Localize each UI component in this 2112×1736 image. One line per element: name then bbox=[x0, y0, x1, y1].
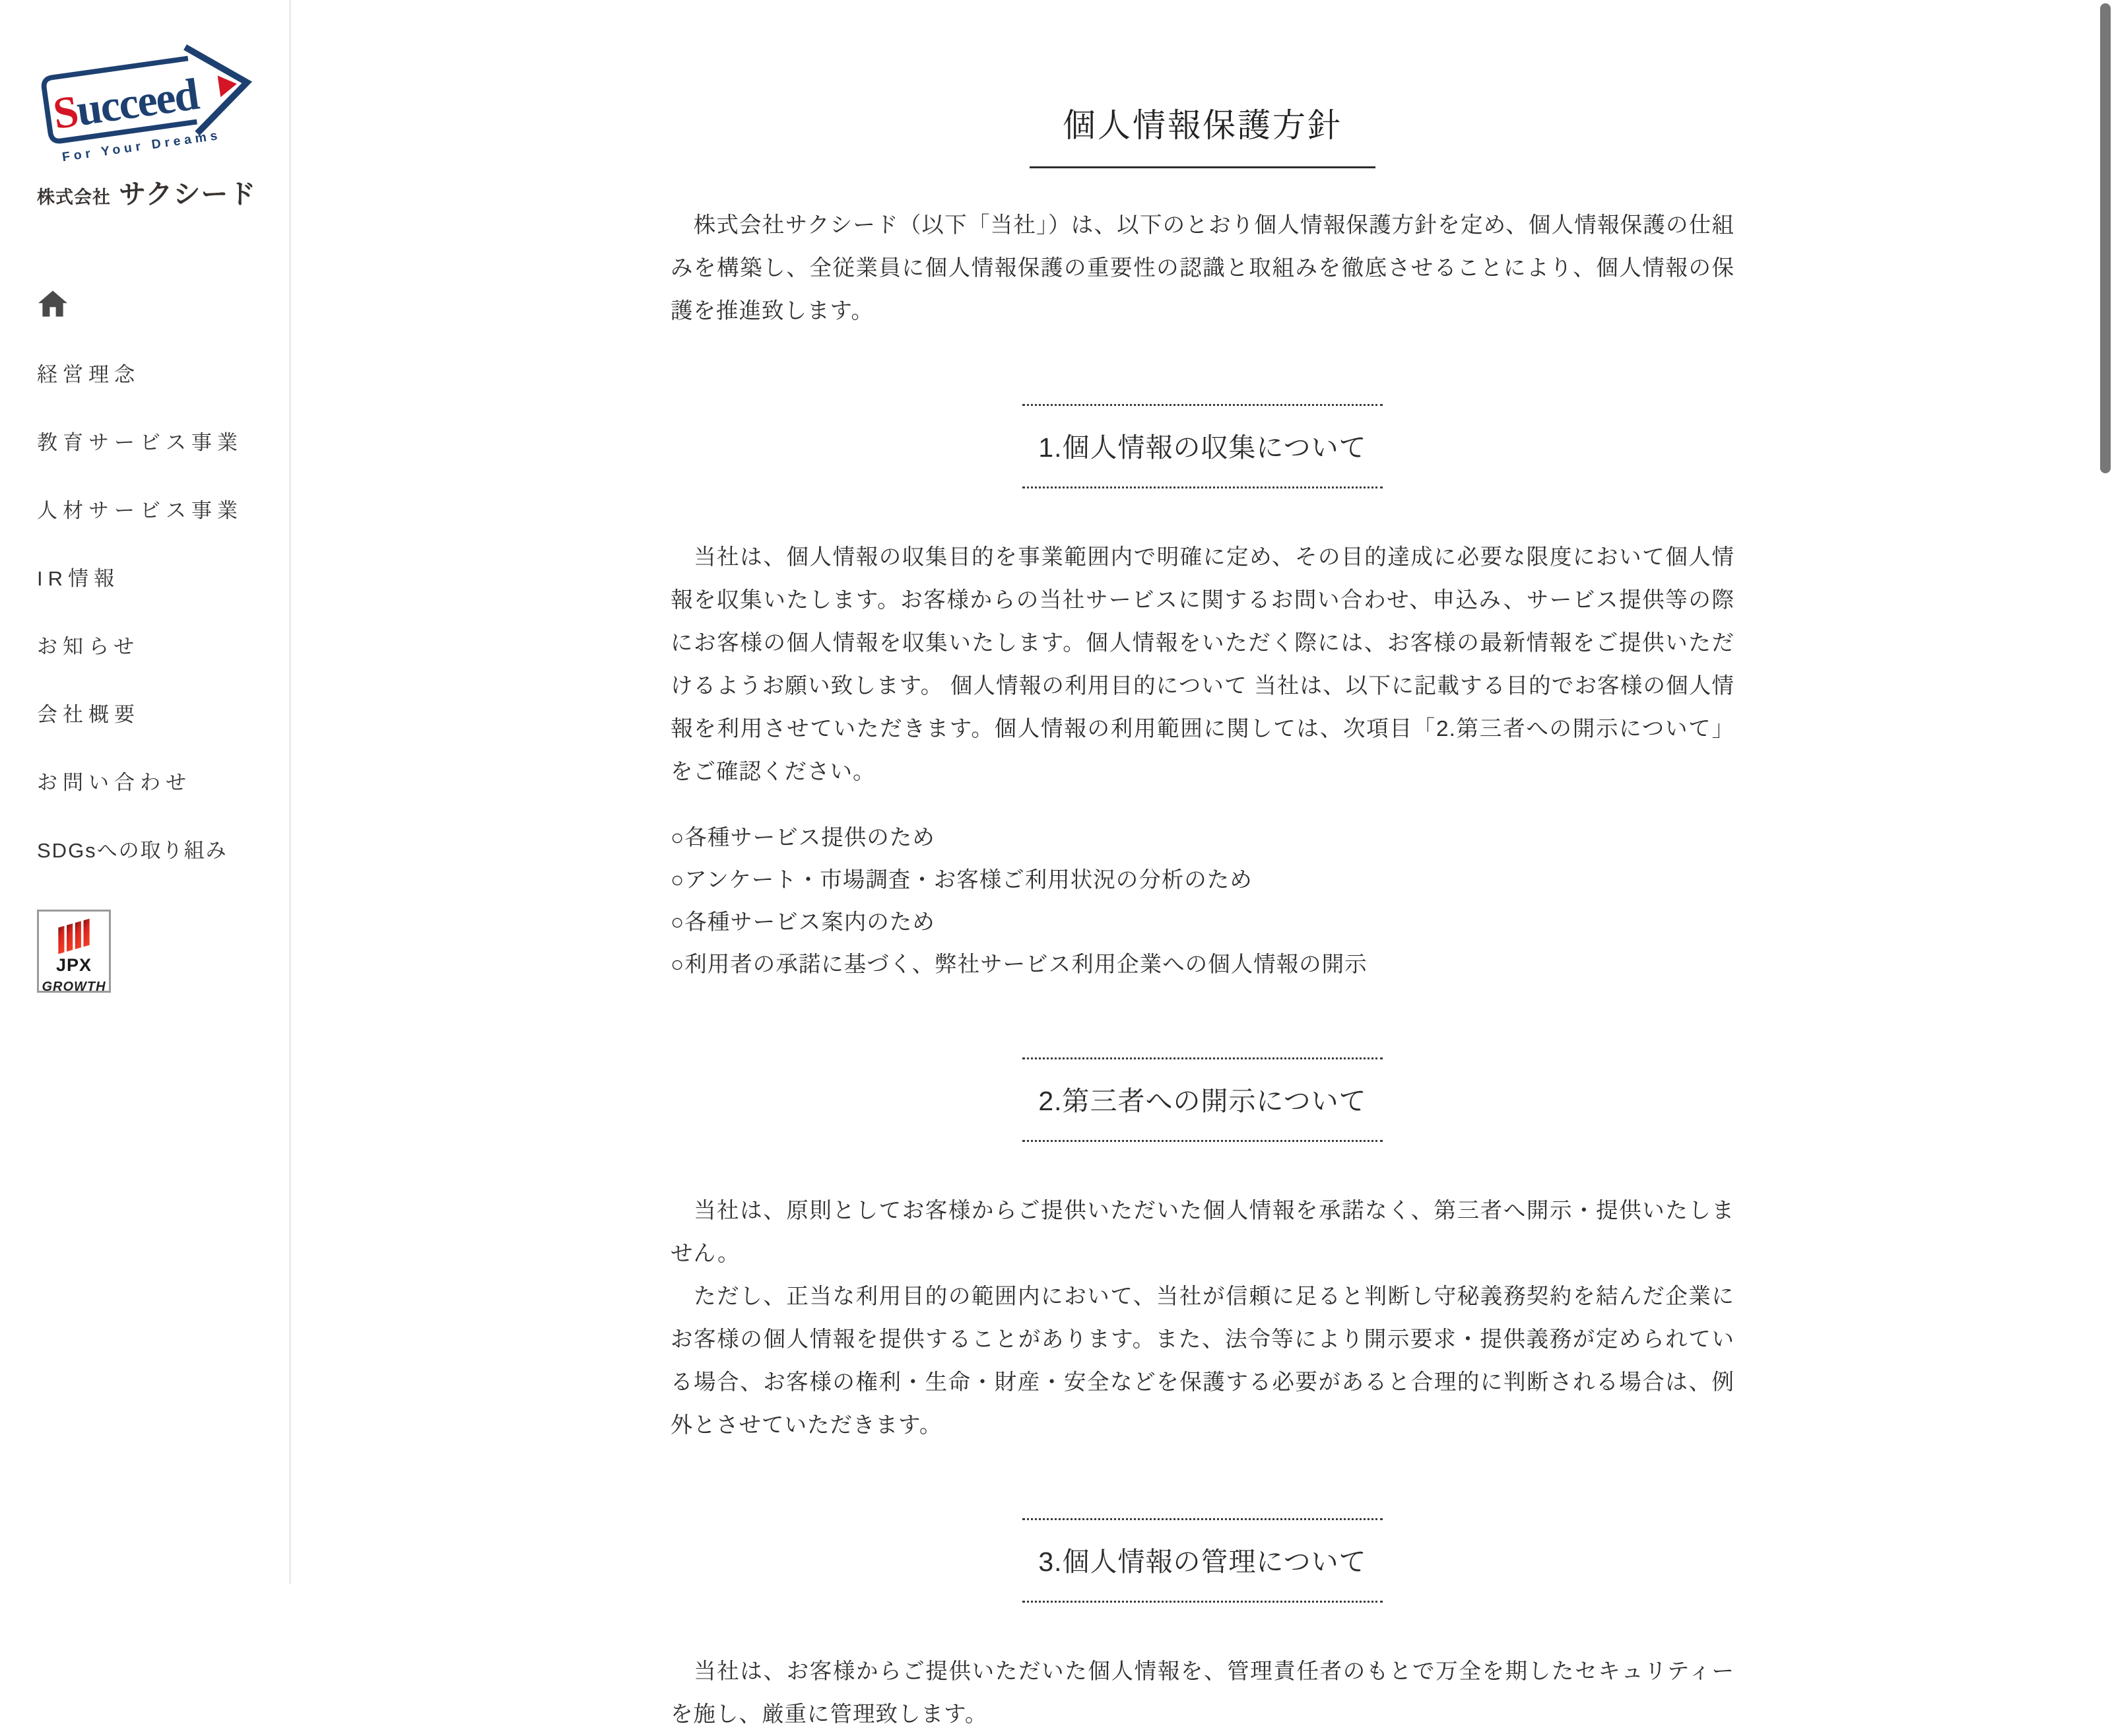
sidebar-item-company[interactable]: 会社概要 bbox=[37, 703, 140, 726]
jpx-sublabel: GROWTH bbox=[42, 980, 106, 994]
logo-letter-s: S bbox=[50, 85, 81, 139]
section-1-paragraph: 当社は、個人情報の収集目的を事業範囲内で明確に定め、その目的達成に必要な限度において個人情報を収集いたします。お客様からの当社サービスに関するお問い合わせ、申込み、サービス提供等の際にお客様の個人情報を収集いたします。個人情報をいただく際には、お客様の最新情報をご提供いただけるようお願い致します。 個人情報の利用目的について 当社は、以下に記載する目的でお客様の個人情報を利用させていただきます。個人情報の利用範囲に関しては、次項目「2.第三者への開示について」をご確認ください。 bbox=[671, 545, 1734, 784]
purpose-item: ○各種サービス提供のため bbox=[671, 826, 935, 850]
sidebar bbox=[0, 0, 291, 1584]
company-prefix: 株式会社 bbox=[37, 187, 111, 207]
logo-tagline: For Your Dreams bbox=[61, 127, 222, 165]
sidebar-item-sdgs[interactable]: SDGsへの取り組み bbox=[37, 839, 228, 862]
page-title: 個人情報保護方針 bbox=[1063, 107, 1342, 144]
purpose-item: ○アンケート・市場調査・お客様ご利用状況の分析のため bbox=[671, 868, 1253, 892]
purpose-item: ○各種サービス案内のため bbox=[671, 910, 935, 935]
logo-word-rest: ucceed bbox=[73, 68, 201, 135]
purpose-list bbox=[671, 817, 1734, 986]
jpx-growth-badge bbox=[37, 910, 111, 993]
intro-paragraph: 株式会社サクシード（以下「当社」）は、以下のとおり個人情報保護方針を定め、個人情報保護の仕組みを構築し、全従業員に個人情報保護の重要性の認識と取組みを徹底させることにより、個人情報の保護を推進致します。 bbox=[671, 213, 1734, 323]
section-3-paragraph: 当社は、お客様からご提供いただいた個人情報を、管理責任者のもとで万全を期したセキュリティーを施し、厳重に管理致します。 bbox=[671, 1659, 1734, 1727]
main-content bbox=[293, 0, 2112, 1727]
purpose-item: ○利用者の承諾に基づく、弊社サービス利用企業への個人情報の開示 bbox=[671, 952, 1368, 977]
sidebar-item-hr[interactable]: 人材サービス事業 bbox=[37, 499, 243, 522]
sidebar-item-contact[interactable]: お問い合わせ bbox=[37, 771, 191, 794]
jpx-label: JPX bbox=[55, 955, 92, 975]
sidebar-item-news[interactable]: お知らせ bbox=[37, 635, 140, 658]
page-title-block bbox=[1030, 99, 1375, 168]
section-2-paragraph-2: ただし、正当な利用目的の範囲内において、当社が信頼に足ると判断し守秘義務契約を結んだ企業にお客様の個人情報を提供することがあります。また、法令等により開示要求・提供義務が定められている場合、お客様の権利・生命・財産・安全などを保護する必要があると合理的に判断される場合は、例外とさせていただきます。 bbox=[671, 1285, 1734, 1438]
company-name-text: サクシード bbox=[119, 179, 257, 209]
sidebar-item-ir[interactable]: IR情報 bbox=[37, 567, 119, 590]
sidebar-item-philosophy[interactable]: 経営理念 bbox=[37, 363, 140, 386]
section-3-heading: 3.個人情報の管理について bbox=[1022, 1518, 1383, 1603]
succeed-logo[interactable] bbox=[33, 38, 257, 170]
jpx-bars-icon bbox=[55, 916, 92, 955]
home-icon[interactable] bbox=[37, 288, 69, 319]
succeed-logo-image bbox=[33, 38, 257, 166]
sidebar-nav bbox=[37, 358, 289, 863]
scrollbar-thumb[interactable] bbox=[2100, 3, 2111, 473]
section-1-heading: 1.個人情報の収集について bbox=[1022, 404, 1383, 488]
section-2-heading: 2.第三者への開示について bbox=[1022, 1057, 1383, 1142]
svg-text:Succeed bbox=[50, 69, 202, 139]
sidebar-item-education[interactable]: 教育サービス事業 bbox=[37, 431, 243, 454]
section-2-paragraph-1: 当社は、原則としてお客様からご提供いただいた個人情報を承諾なく、第三者へ開示・提供いたしません。 bbox=[671, 1199, 1734, 1266]
company-name bbox=[37, 172, 289, 211]
